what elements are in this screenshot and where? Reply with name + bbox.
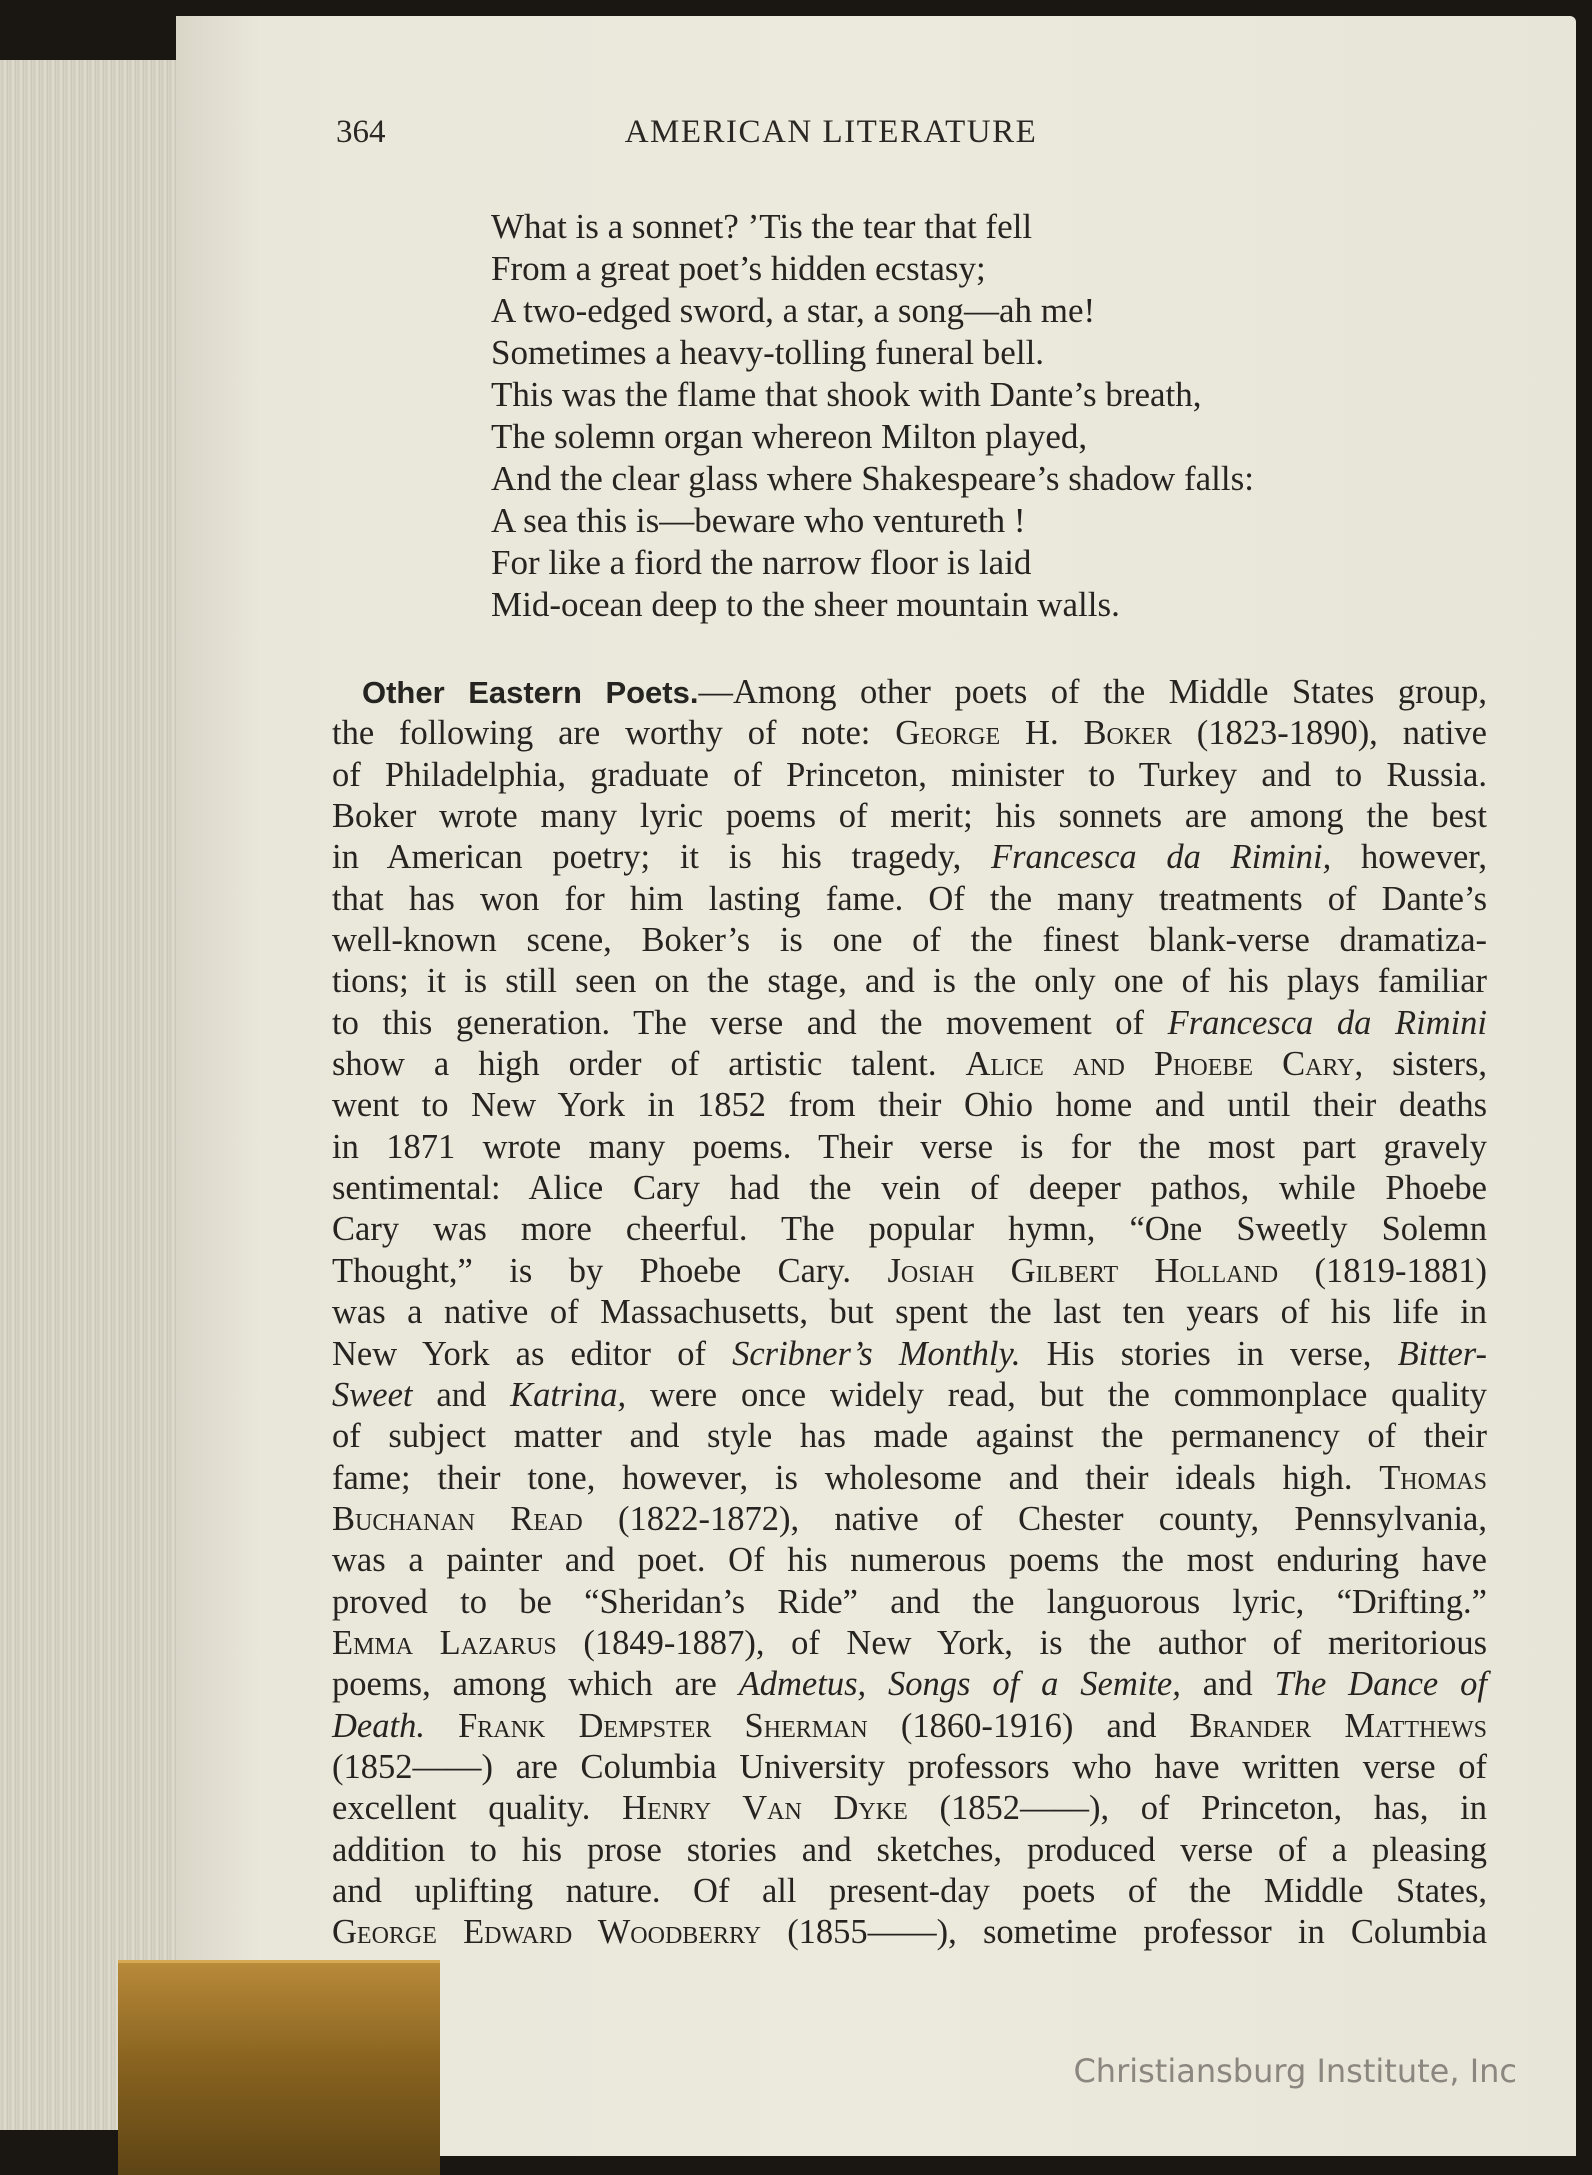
- text-run: His stories in verse,: [1020, 1334, 1398, 1373]
- text-run: (1849-1887), of New York, is the author of meritorious: [556, 1623, 1488, 1662]
- paragraph-line: [332, 1044, 1487, 1085]
- text-run: Thought,” is by Phoebe Cary.: [332, 1251, 888, 1290]
- paragraph-line: [332, 1168, 1487, 1209]
- paragraph-line: [332, 1540, 1487, 1581]
- text-run: poems, among which are: [332, 1665, 739, 1704]
- work-title: Francesca da Rimini: [1167, 1003, 1487, 1042]
- text-run: tions; it is still seen on the stage, and is the only one of his plays familiar: [332, 962, 1487, 1001]
- paragraph-line: [332, 1375, 1487, 1416]
- text-run: and: [1180, 1665, 1275, 1704]
- paragraph-line: [332, 1003, 1487, 1044]
- text-run: however,: [1331, 838, 1488, 877]
- paragraph-line: [332, 713, 1487, 754]
- paragraph-line: [332, 1830, 1487, 1871]
- text-run: and uplifting nature. Of all present-day poets of the Middle States,: [332, 1871, 1487, 1910]
- text-run: [425, 1707, 458, 1745]
- text-run: in 1871 wrote many poems. Their verse is for the most part gravely: [332, 1127, 1487, 1166]
- poem-line: A sea this is—beware who ventureth !: [491, 501, 1026, 540]
- paragraph-line: [332, 1747, 1487, 1788]
- text-run: (1852——), of Princeton, has, in: [907, 1789, 1488, 1828]
- author-name: Henry Van Dyke: [622, 1789, 908, 1828]
- work-title: Scribner’s Monthly.: [732, 1334, 1021, 1373]
- text-run: proved to be “Sheridan’s Ride” and the languorous lyric, “Drifting.”: [332, 1582, 1487, 1621]
- work-title: Katrina,: [510, 1375, 627, 1414]
- text-run: and: [412, 1375, 511, 1414]
- paragraph-line: [332, 1292, 1487, 1333]
- poem-line: And the clear glass where Shakespeare’s shadow falls:: [491, 459, 1254, 498]
- text-run: well-known scene, Boker’s is one of the finest blank-verse dramatiza-: [332, 921, 1487, 960]
- paragraph-line: [332, 1664, 1487, 1705]
- text-run: (1823-1890), native: [1171, 714, 1487, 753]
- work-title: The Dance of: [1274, 1665, 1487, 1704]
- paragraph-line: [332, 1788, 1487, 1829]
- author-name: Alice and Phoebe Cary,: [965, 1045, 1364, 1084]
- text-run: (1860-1916) and: [867, 1706, 1190, 1745]
- text-run: New York as editor of: [332, 1334, 733, 1373]
- running-title: AMERICAN LITERATURE: [624, 114, 1038, 150]
- author-name: Frank Dempster Sherman: [458, 1706, 868, 1745]
- text-run: was a native of Massachusetts, but spent the last ten years of his life in: [332, 1293, 1487, 1332]
- paragraph-line: [332, 1912, 1487, 1953]
- text-run: Boker wrote many lyric poems of merit; his sonnets are among the best: [332, 797, 1487, 836]
- poem-line: This was the flame that shook with Dante’s breath,: [491, 375, 1202, 414]
- work-title: Admetus, Songs of a Semite,: [738, 1665, 1181, 1704]
- paragraph-line: [332, 755, 1487, 796]
- text-run: were once widely read, but the commonplace quality: [626, 1375, 1487, 1414]
- author-name: Josiah Gilbert Holland: [887, 1251, 1279, 1290]
- watermark: Christiansburg Institute, Inc: [1073, 2052, 1517, 2090]
- text-run: show a high order of artistic talent.: [332, 1045, 966, 1084]
- poem-line: What is a sonnet? ’Tis the tear that fell: [491, 207, 1033, 246]
- sonnet-quotation: [491, 206, 1371, 626]
- paragraph-line: [332, 1334, 1487, 1375]
- paragraph-line: [332, 672, 1487, 713]
- text-run: sisters,: [1363, 1045, 1488, 1084]
- page-edges: [0, 60, 182, 2130]
- work-title: Bitter-: [1397, 1334, 1487, 1373]
- text-run: addition to his prose stories and sketches, produced verse of a pleasing: [332, 1830, 1487, 1869]
- paragraph-line: [332, 1458, 1487, 1499]
- author-name: George Edward Woodberry: [332, 1913, 761, 1952]
- text-run: (1855——), sometime professor in Columbia: [761, 1913, 1488, 1952]
- text-run: that has won for him lasting fame. Of the many treatments of Dante’s: [332, 879, 1487, 918]
- poem-line: A two-edged sword, a star, a song—ah me!: [491, 291, 1096, 330]
- author-name: Buchanan Read: [332, 1499, 583, 1538]
- poem-line: Mid-ocean deep to the sheer mountain walls.: [491, 585, 1120, 624]
- text-run: was a painter and poet. Of his numerous poems the most enduring have: [332, 1541, 1487, 1580]
- poem-line: From a great poet’s hidden ecstasy;: [491, 249, 986, 288]
- book-page: [176, 16, 1576, 2156]
- paragraph-line: [332, 1871, 1487, 1912]
- author-name: George H. Boker: [895, 714, 1172, 753]
- page-header: [336, 114, 1326, 174]
- paragraph-line: [332, 961, 1487, 1002]
- text-run: excellent quality.: [332, 1789, 623, 1828]
- text-run: (1822-1872), native of Chester county, Pennsylvania,: [582, 1499, 1487, 1538]
- paragraph-line: [332, 1623, 1487, 1664]
- paragraph-line: [332, 1416, 1487, 1457]
- paragraph-line: [332, 1209, 1487, 1250]
- work-title: Death.: [332, 1706, 425, 1745]
- author-name: Thomas: [1379, 1458, 1487, 1497]
- paragraph-line: [332, 1499, 1487, 1540]
- text-run: (1852——) are Columbia University professors who have written verse of: [332, 1747, 1487, 1786]
- text-run: in American poetry; it is his tragedy,: [332, 838, 992, 877]
- work-title: Sweet: [332, 1375, 413, 1414]
- paragraph-line: [332, 837, 1487, 878]
- text-run: fame; their tone, however, is wholesome and their ideals high.: [332, 1458, 1380, 1497]
- text-run: went to New York in 1852 from their Ohio home and until their deaths: [332, 1086, 1487, 1125]
- text-run: of subject matter and style has made against the permanency of their: [332, 1417, 1487, 1456]
- page-number: 364: [336, 114, 386, 150]
- paragraph-line: [332, 1251, 1487, 1292]
- paragraph-line: [332, 879, 1487, 920]
- text-run: of Philadelphia, graduate of Princeton, minister to Turkey and to Russia.: [332, 755, 1487, 794]
- text-run: (1819-1881): [1278, 1251, 1487, 1290]
- paragraph-line: [332, 920, 1487, 961]
- paragraph-line: [332, 1085, 1487, 1126]
- work-title: Francesca da Rimini,: [991, 838, 1332, 877]
- text-run: sentimental: Alice Cary had the vein of deeper pathos, while Phoebe: [332, 1169, 1487, 1208]
- text-run: Cary was more cheerful. The popular hymn, “One Sweetly Solemn: [332, 1210, 1487, 1249]
- section-heading: Other Eastern Poets.: [362, 675, 699, 710]
- paragraph-line: [332, 1706, 1487, 1747]
- author-name: Emma Lazarus: [332, 1623, 557, 1662]
- author-name: Brander Matthews: [1189, 1706, 1487, 1745]
- section-other-eastern-poets: [332, 672, 1487, 1954]
- paragraph-line: [332, 1127, 1487, 1168]
- paragraph-line: [332, 1582, 1487, 1623]
- paragraph-line: [332, 796, 1487, 837]
- poem-line: For like a fiord the narrow floor is laid: [491, 543, 1032, 582]
- bookmark-tab: [118, 1960, 440, 2175]
- text-run: —Among other poets of the Middle States group,: [698, 673, 1488, 711]
- text-run: to this generation. The verse and the movement of: [332, 1003, 1168, 1042]
- poem-line: Sometimes a heavy-tolling funeral bell.: [491, 333, 1045, 372]
- poem-line: The solemn organ whereon Milton played,: [491, 417, 1088, 456]
- text-run: the following are worthy of note:: [332, 714, 896, 753]
